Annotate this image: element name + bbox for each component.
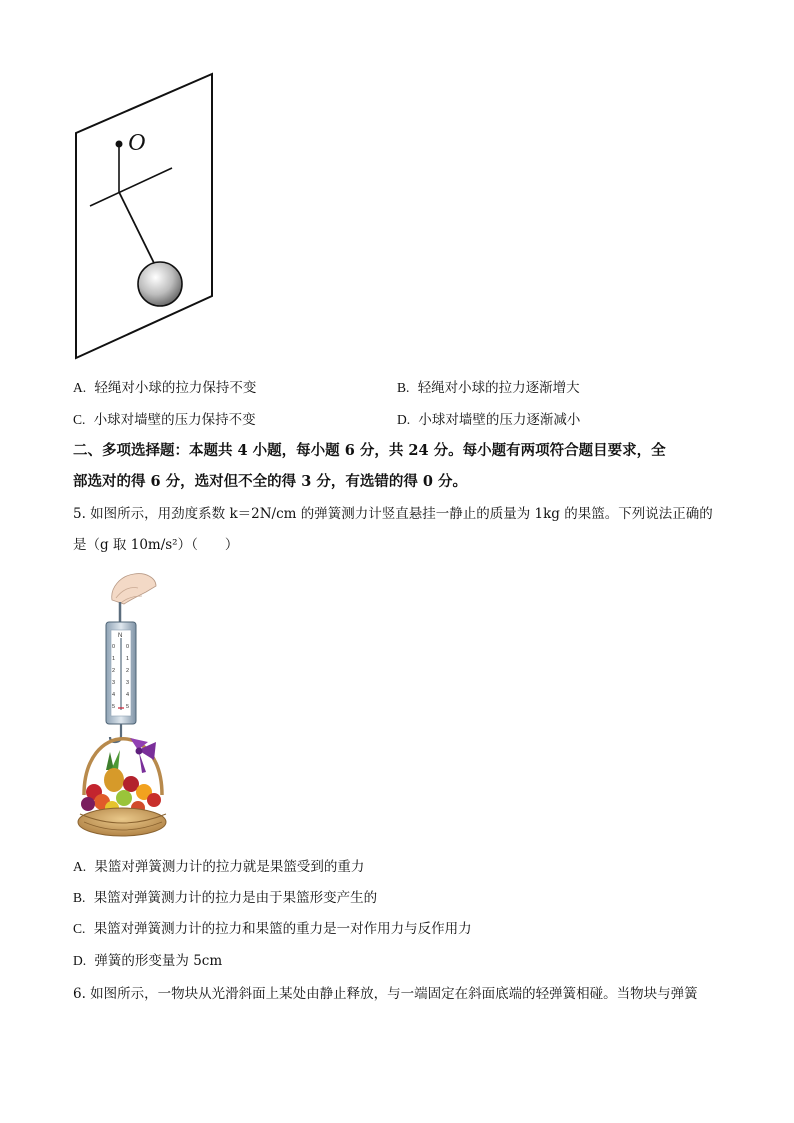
option-letter: A. (73, 380, 87, 395)
scale-unit: N (118, 633, 123, 639)
q4-option-a[interactable] (73, 379, 256, 397)
q4-option-d[interactable] (397, 411, 580, 429)
tick-label: 0 (126, 644, 130, 650)
pivot-point (116, 141, 123, 148)
wall-ball-figure (68, 70, 218, 365)
option-letter: C. (73, 412, 86, 427)
section-heading-line-1: 二、多项选择题：本题共 4 小题，每小题 6 分，共 24 分。每小题有两项符合题目要求，全 (73, 442, 666, 459)
tick-label: 0 (112, 644, 116, 650)
option-text: 小球对墙壁的压力保持不变 (93, 412, 256, 428)
q5-option-d[interactable] (73, 952, 222, 970)
q5-option-b[interactable] (73, 889, 377, 907)
tick-label: 5 (126, 704, 130, 710)
q5-stem-line-1: 5. 如图所示，用劲度系数 k＝2N/cm 的弹簧测力计竖直悬挂一静止的质量为 1kg 的果篮。下列说法正确的 (73, 506, 713, 522)
option-text: 轻绳对小球的拉力保持不变 (94, 380, 257, 396)
ribbon-bow (130, 738, 156, 773)
tick-label: 1 (126, 656, 130, 662)
option-letter: A. (73, 859, 87, 874)
ball (138, 262, 182, 306)
tick-label: 3 (126, 680, 130, 686)
option-text: 轻绳对小球的拉力逐渐增大 (417, 380, 580, 396)
point-label-o: O (128, 130, 146, 156)
option-text: 弹簧的形变量为 5cm (94, 953, 223, 969)
tick-label: 2 (126, 668, 130, 674)
tick-label: 5 (112, 704, 116, 710)
q5-stem-line-2: 是（g 取 10m/s²）（ ） (73, 537, 239, 553)
rope (119, 192, 154, 263)
option-text: 小球对墙壁的压力逐渐减小 (418, 412, 581, 428)
option-text: 果篮对弹簧测力计的拉力是由于果篮形变产生的 (93, 890, 378, 906)
horizontal-line (90, 168, 172, 206)
tick-label: 4 (126, 692, 130, 698)
q4-option-c[interactable] (73, 411, 256, 429)
hand-icon (112, 574, 156, 604)
tick-label: 4 (112, 692, 116, 698)
q5-option-c[interactable] (73, 920, 472, 938)
option-text: 果篮对弹簧测力计的拉力就是果篮受到的重力 (94, 859, 365, 875)
wall-plane (76, 74, 212, 358)
q6-stem-line-1: 6. 如图所示，一物块从光滑斜面上某处由静止释放，与一端固定在斜面底端的轻弹簧相碰。当物块与弹簧 (73, 986, 698, 1002)
tick-label: 3 (112, 680, 116, 686)
option-letter: D. (73, 953, 87, 968)
option-text: 果篮对弹簧测力计的拉力和果篮的重力是一对作用力与反作用力 (93, 921, 472, 937)
tick-label: 2 (112, 668, 116, 674)
spring-scale-figure (76, 570, 176, 840)
option-letter: B. (397, 380, 410, 395)
option-letter: B. (73, 890, 86, 905)
section-heading-line-2: 部选对的得 6 分，选对但不全的得 3 分，有选错的得 0 分。 (73, 473, 468, 490)
option-letter: D. (397, 412, 411, 427)
q5-option-a[interactable] (73, 858, 364, 876)
tick-label: 1 (112, 656, 116, 662)
q4-option-b[interactable] (397, 379, 580, 397)
option-letter: C. (73, 921, 86, 936)
